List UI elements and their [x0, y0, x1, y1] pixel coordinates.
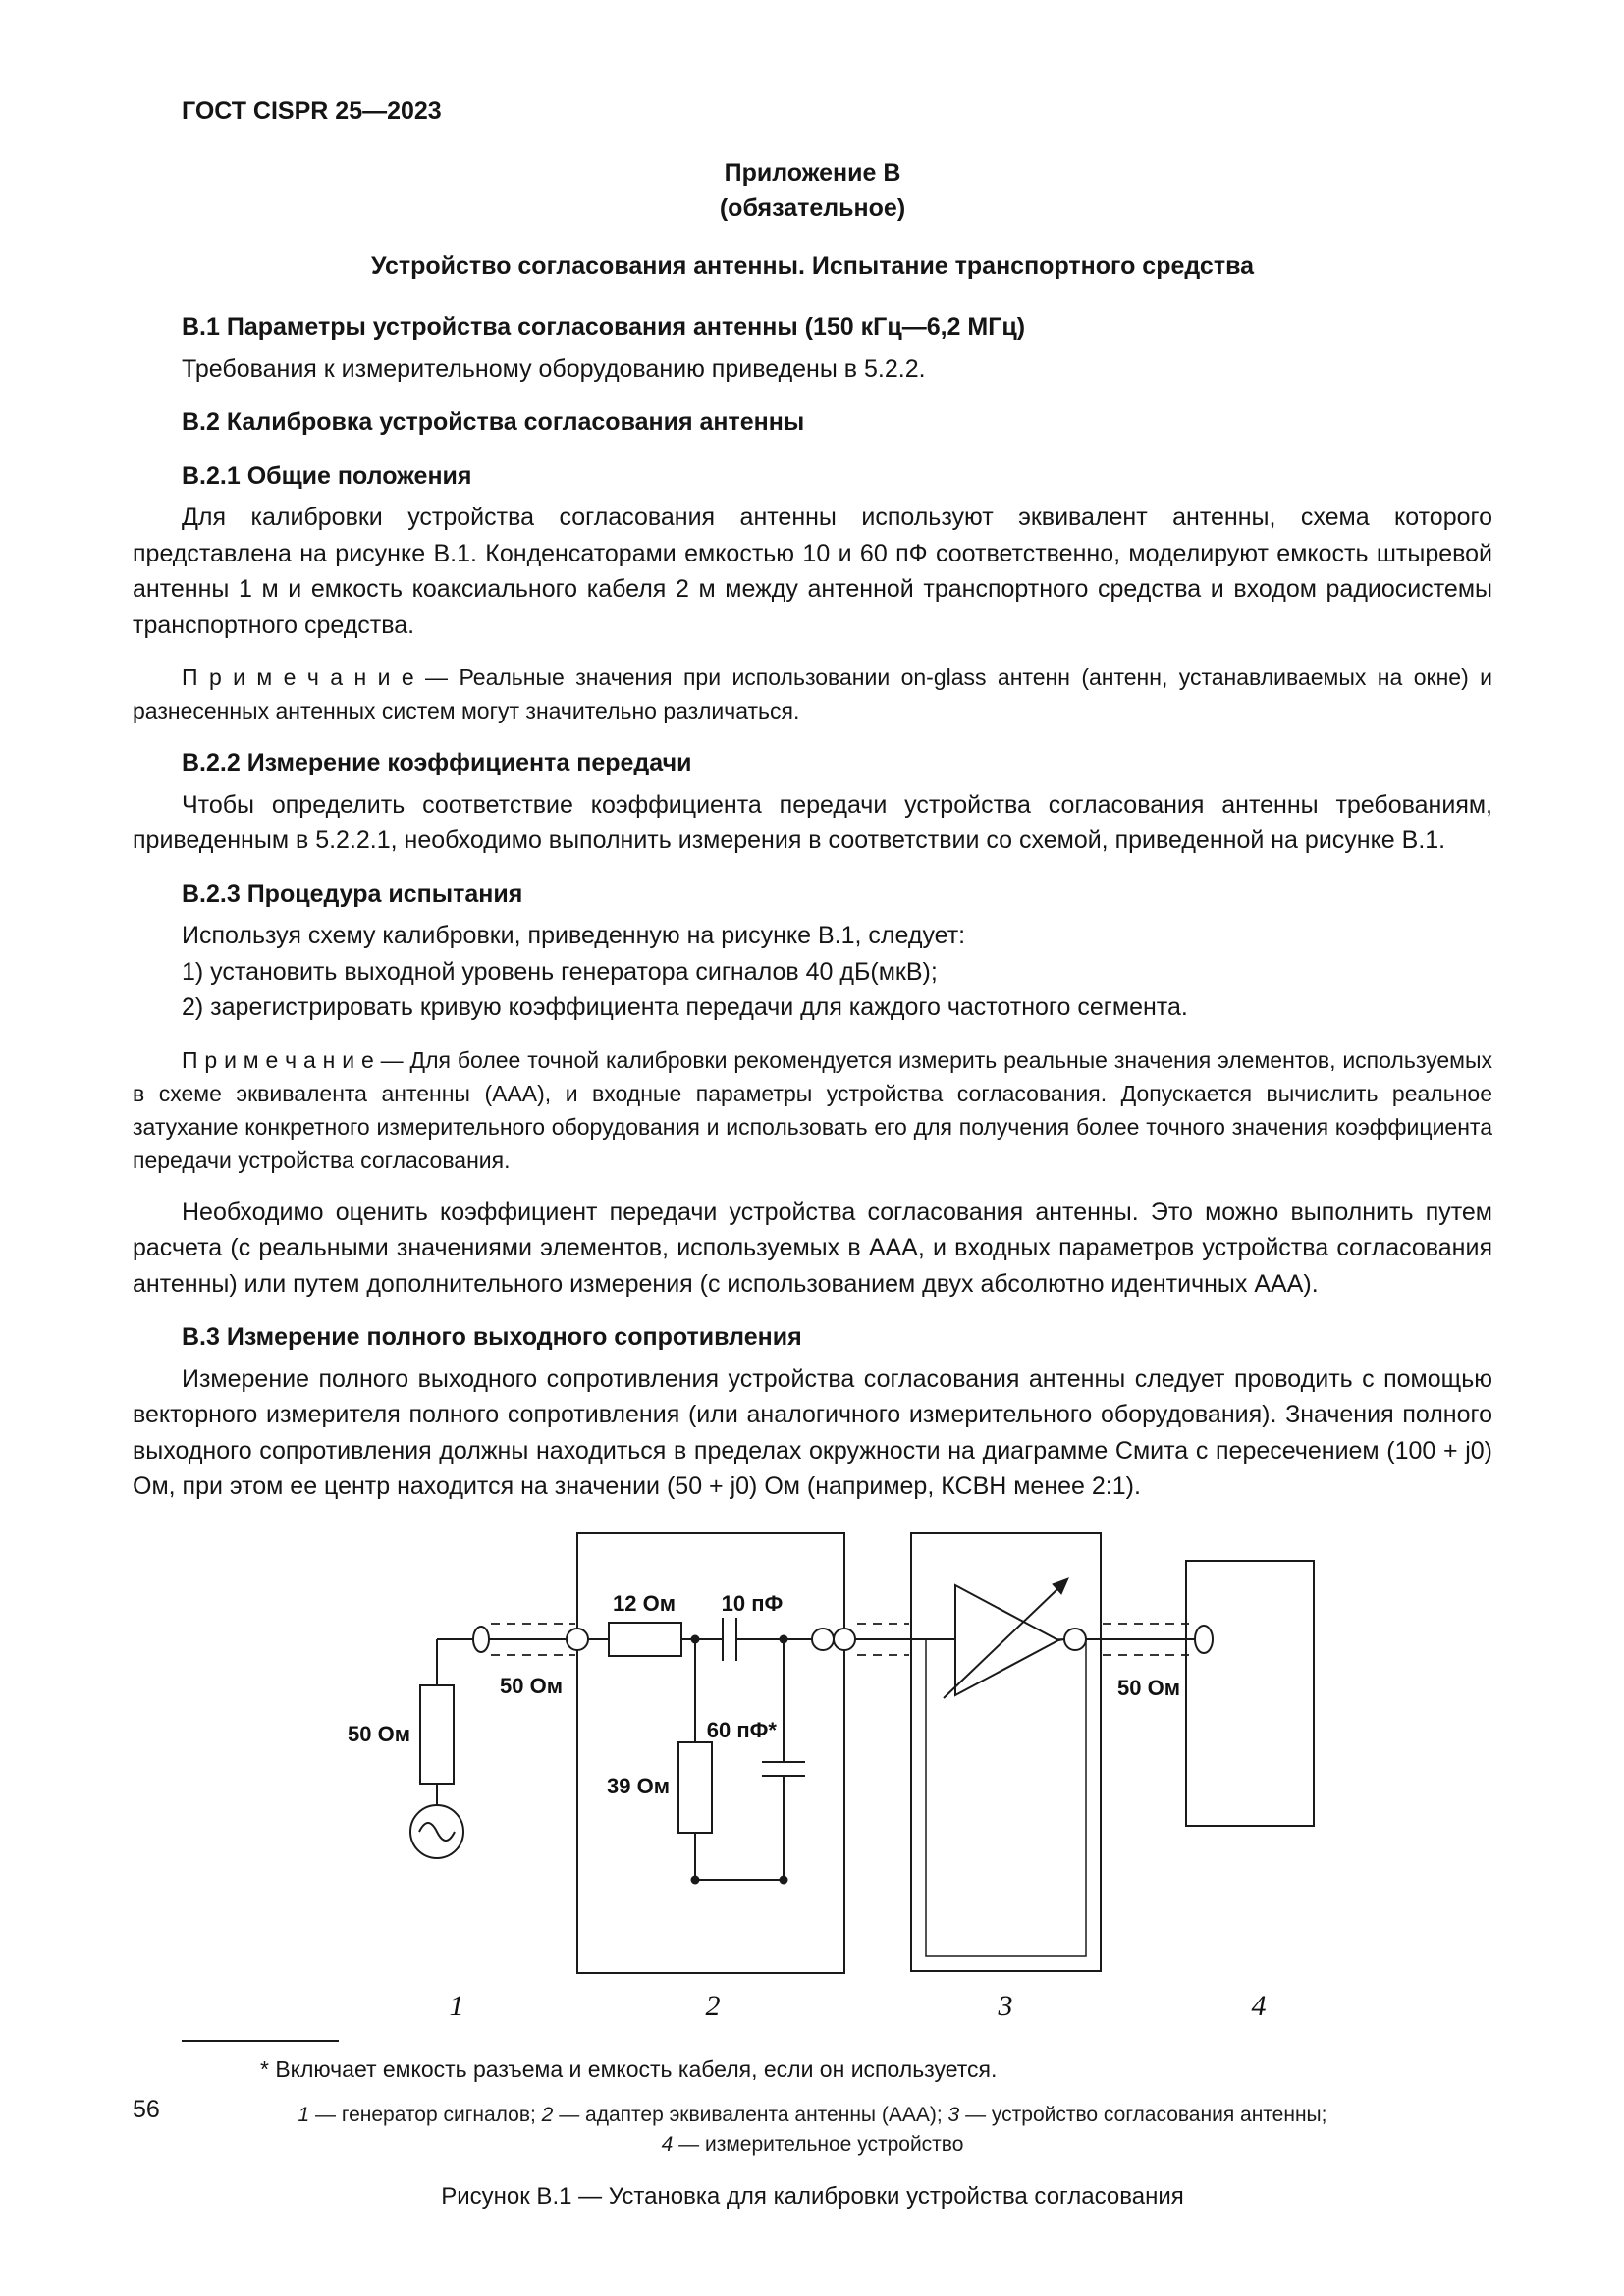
cable-left-impedance-label: 50 Ом: [499, 1673, 563, 1698]
note-b23: П р и м е ч а н и е — Для более точной калибровки рекомендуется измерить реальные значения элементов, используемых в схеме эквивалента антенны (ААА), и входные параметры устройства согласования. Допускается вычислить реальное затухание конкретного измерительного оборудования и использовать его для получения более точного значения коэффициента передачи устройства согласования.: [133, 1046, 1492, 1173]
paragraph-b3: Измерение полного выходного сопротивления устройства согласования антенны следует проводить с помощью векторного измерителя полного сопротивления (или аналогичного измерительного оборудования). Значения полного выходного сопротивления должны находиться в пределах окружности на диаграмме Смита с пересечением (100 + j0) Ом, при этом ее центр находится на значении (50 + j0) Ом (например, КСВН менее 2:1).: [133, 1364, 1492, 1500]
measuring-device-box: [1186, 1561, 1314, 1826]
legend-text-4: — измерительное устройство: [673, 2132, 964, 2156]
source-impedance-label: 50 Ом: [347, 1721, 410, 1746]
aaa-adapter-block: [567, 1533, 855, 1973]
measuring-device-block: [1101, 1561, 1314, 1826]
document-header: ГОСТ CISPR 25—2023: [182, 97, 442, 125]
paragraph-b23-2: Необходимо оценить коэффициент передачи устройства согласования антенны. Это можно выполнить путем расчета (с реальными значениями элементов, используемых в ААА, и входных параметров устройства согласования антенны) или путем дополнительного измерения (с использованием двух абсолютно идентичных ААА).: [133, 1198, 1492, 1298]
cable-right-impedance-label: 50 Ом: [1116, 1675, 1180, 1700]
signal-generator-block: [348, 1639, 463, 1858]
legend-num-1: 1: [298, 2103, 310, 2126]
matching-unit-box: [911, 1533, 1101, 1971]
coax-connector-icon: [473, 1627, 489, 1652]
legend-text-1: — генератор сигналов;: [309, 2103, 542, 2126]
list-item-2: 2) зарегистрировать кривую коэффициента передачи для каждого частотного сегмента.: [182, 993, 1188, 1021]
paragraph-b1: Требования к измерительному оборудованию приведены в 5.2.2.: [182, 354, 926, 383]
heading-b2: В.2 Калибровка устройства согласования антенны: [182, 408, 805, 436]
resistor-39ohm-label: 39 Ом: [606, 1773, 670, 1798]
footnote-separator: [182, 2040, 339, 2042]
junction-dot: [690, 1875, 699, 1884]
figure-footnote: * Включает емкость разъема и емкость кабеля, если он используется.: [260, 2056, 998, 2082]
figure-legend: [133, 2101, 1492, 2160]
position-numbers: [449, 1990, 1266, 2022]
coax-connector-icon: [567, 1629, 588, 1650]
sine-wave-icon: [419, 1823, 455, 1841]
list-item-1: 1) установить выходной уровень генератора сигналов 40 дБ(мкВ);: [182, 957, 938, 986]
legend-line-1: [133, 2101, 1492, 2130]
legend-text-3: — устройство согласования антенны;: [959, 2103, 1327, 2126]
annex-label: Приложение В: [724, 158, 901, 187]
resistor-12ohm: [609, 1623, 681, 1656]
coax-connector-icon: [1195, 1626, 1213, 1653]
matching-unit-inner-box: [926, 1639, 1086, 1956]
position-number-3: 3: [998, 1989, 1012, 2022]
legend-num-2: 2: [541, 2103, 554, 2126]
position-number-1: 1: [449, 1989, 463, 2022]
figure-b1: [133, 1526, 1492, 2216]
heading-b21: В.2.1 Общие положения: [182, 461, 472, 490]
heading-b23: В.2.3 Процедура испытания: [182, 880, 523, 908]
matching-unit-block: [911, 1533, 1101, 1971]
heading-b3: В.3 Измерение полного выходного сопротивления: [182, 1323, 802, 1351]
legend-num-4: 4: [661, 2132, 674, 2156]
source-impedance-resistor: [420, 1685, 454, 1784]
note-b21: П р и м е ч а н и е — Реальные значения при использовании on-glass антенн (антенн, устанавливаемых на окне) и разнесенных антенных систем могут значительно различаться.: [133, 665, 1492, 723]
document-title: Устройство согласования антенны. Испытание транспортного средства: [370, 251, 1255, 280]
position-number-2: 2: [705, 1989, 720, 2022]
capacitor-10pf-label: 10 пФ: [721, 1590, 783, 1616]
coax-connector-icon: [1064, 1629, 1086, 1650]
capacitor-60pf-label: 60 пФ*: [706, 1717, 777, 1742]
calibration-circuit-diagram: [293, 1526, 1333, 2022]
heading-b22: В.2.2 Измерение коэффициента передачи: [182, 749, 692, 776]
coax-cable-middle: [855, 1624, 911, 1655]
annex-status: (обязательное): [719, 194, 906, 222]
legend-text-2: — адаптер эквивалента антенны (ААА);: [553, 2103, 948, 2126]
figure-caption: Рисунок В.1 — Установка для калибровки устройства согласования: [441, 2182, 1184, 2210]
paragraph-b22: Чтобы определить соответствие коэффициента передачи устройства согласования антенны требованиям, приведенным в 5.2.2.1, необходимо выполнить измерения в соответствии со схемой, приведенной на рисунке В.1.: [133, 790, 1492, 854]
page-number: 56: [133, 2095, 160, 2123]
coax-cable-left: [437, 1624, 577, 1698]
paragraph-b23-intro: Используя схему калибровки, приведенную на рисунке В.1, следует:: [182, 922, 966, 949]
legend-num-3: 3: [947, 2103, 960, 2126]
junction-dot: [779, 1875, 787, 1884]
position-number-4: 4: [1251, 1989, 1266, 2022]
resistor-39ohm: [678, 1742, 712, 1833]
paragraph-b21: Для калибровки устройства согласования антенны используют эквивалент антенны, схема которого представлена на рисунке В.1. Конденсаторами емкостью 10 и 60 пФ соответственно, моделируют емкость штыревой антенны 1 м и емкость коаксиального кабеля 2 м между антенной транспортного средства и входом радиосистемы транспортного средства.: [133, 504, 1492, 639]
legend-line-2: [133, 2130, 1492, 2160]
coax-connector-icon: [834, 1629, 855, 1650]
resistor-12ohm-label: 12 Ом: [612, 1590, 676, 1616]
heading-b1: В.1 Параметры устройства согласования антенны (150 кГц—6,2 МГц): [182, 313, 1026, 341]
coax-connector-icon: [812, 1629, 834, 1650]
